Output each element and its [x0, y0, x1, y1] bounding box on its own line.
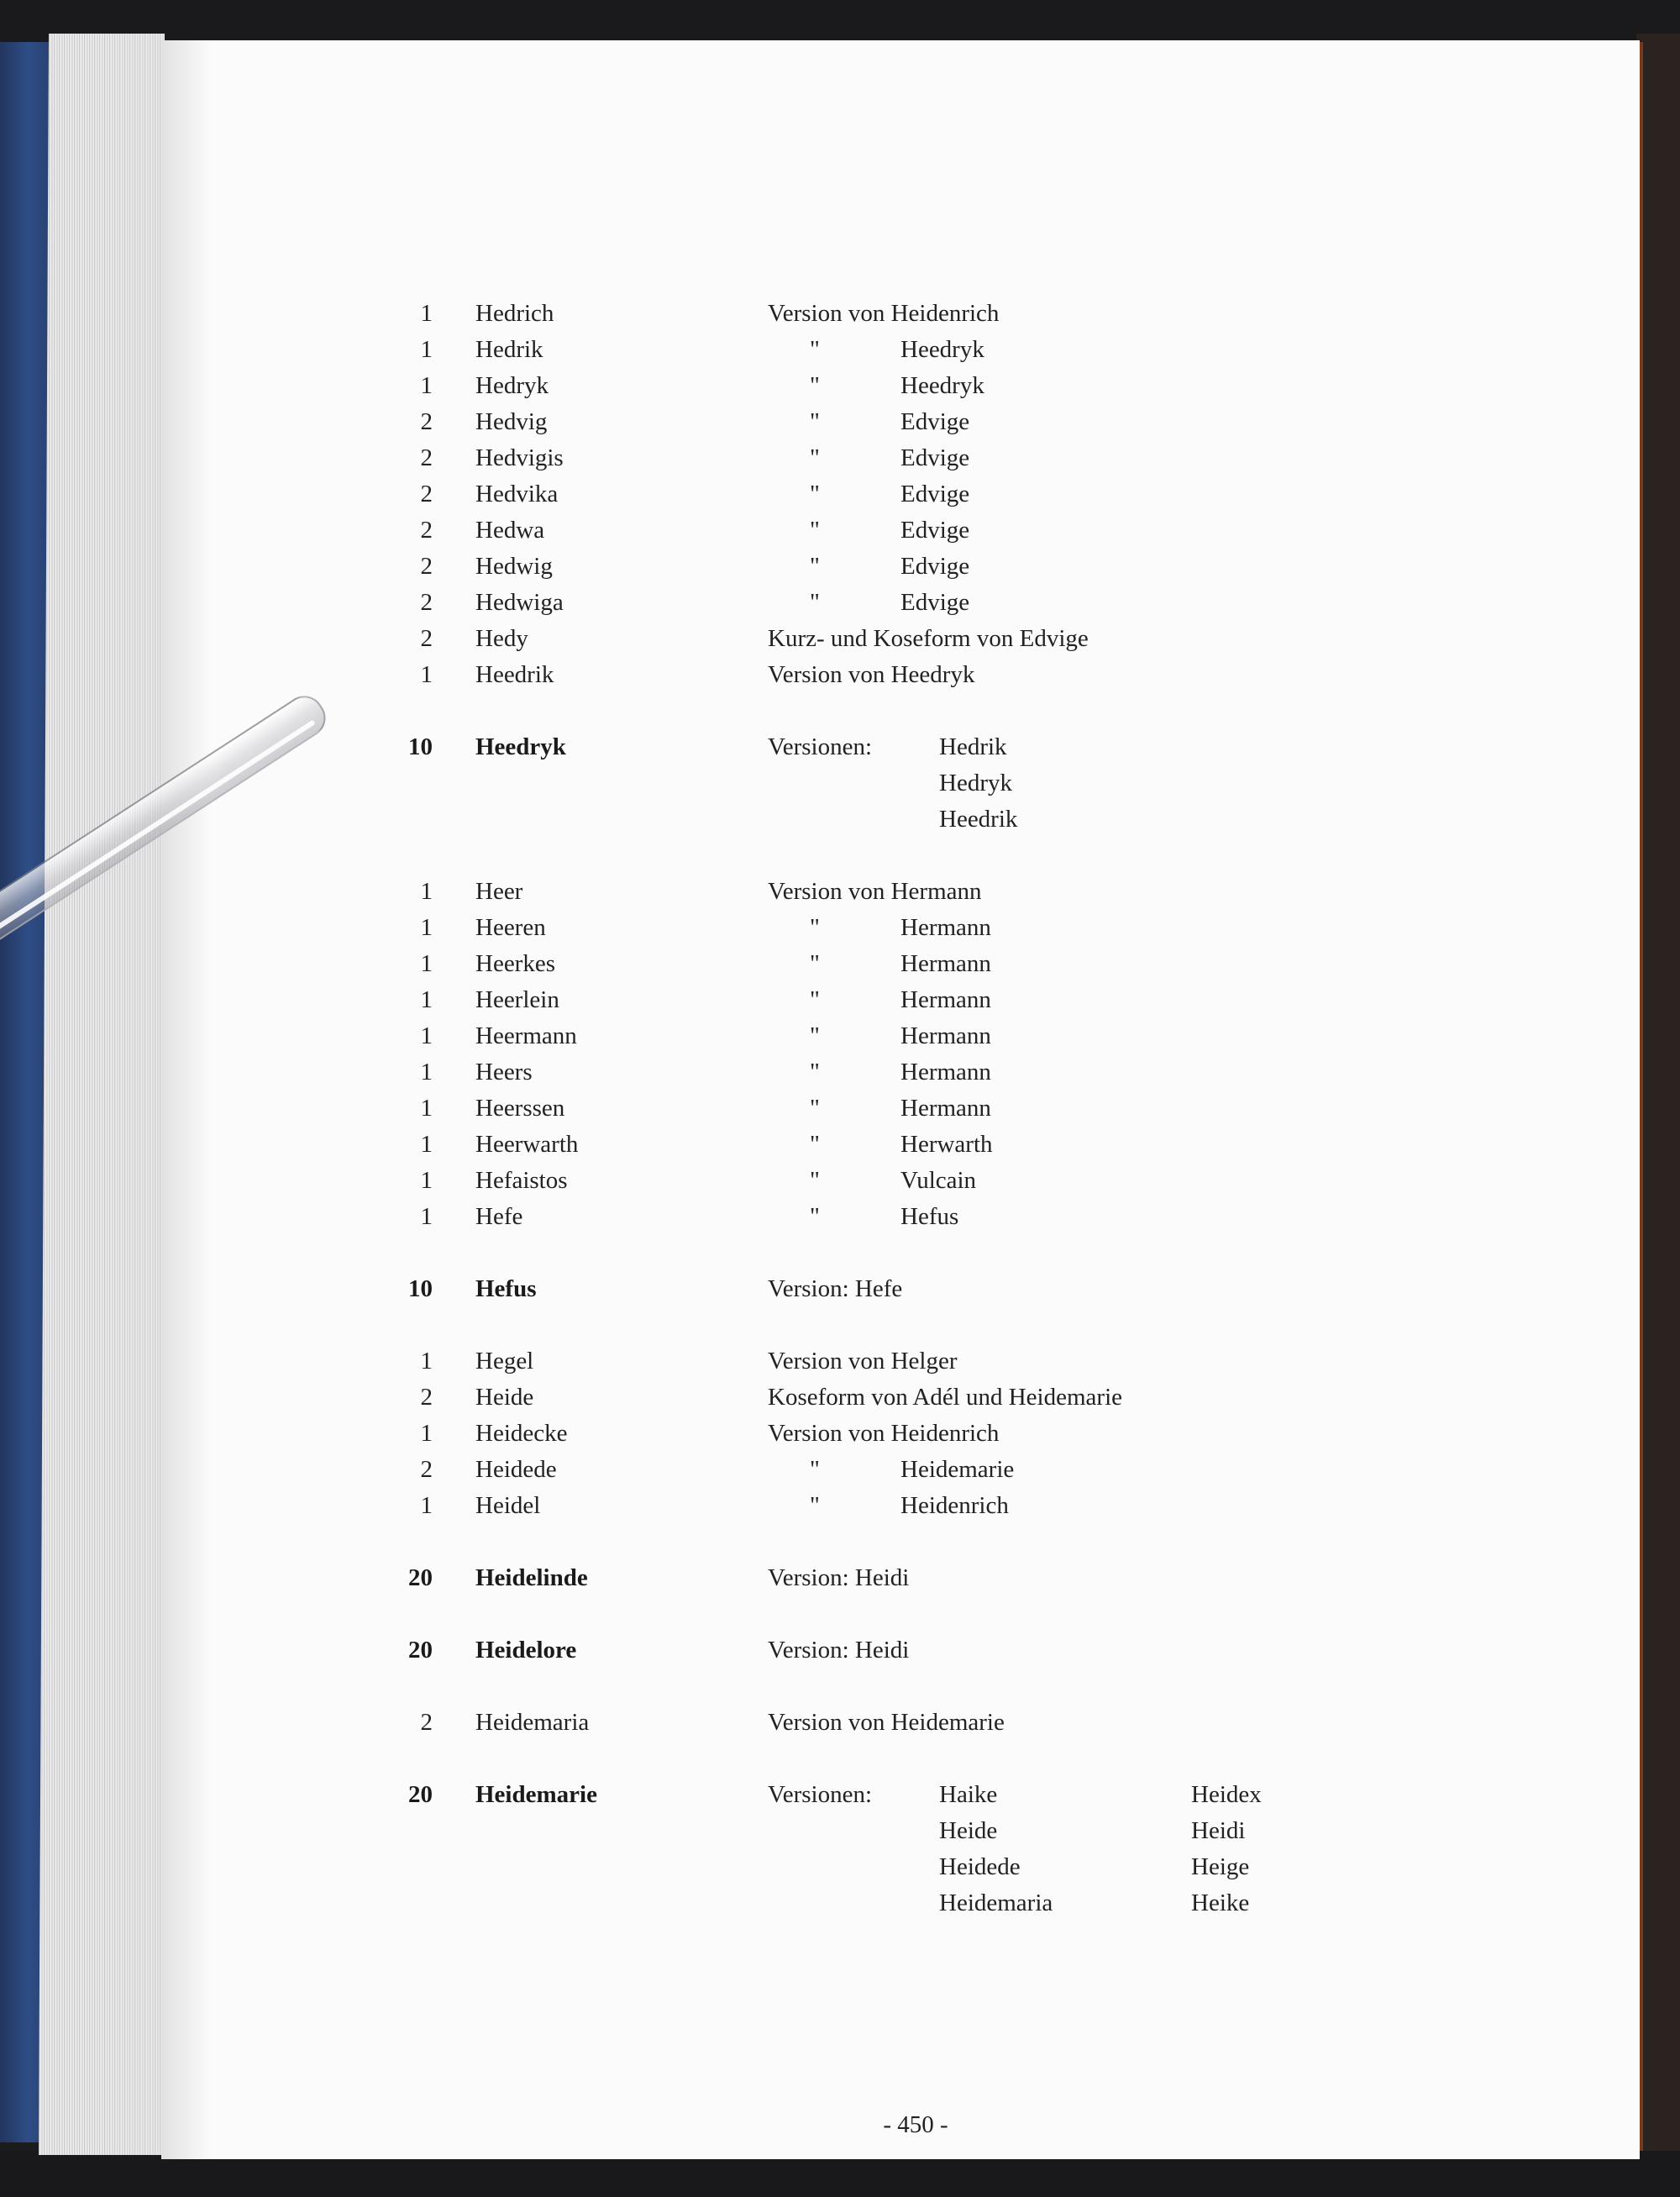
- entry-frequency: 1: [420, 661, 433, 688]
- entry-frequency: 1: [420, 950, 433, 977]
- index-entry: [0, 476, 1680, 512]
- entry-name: Heedrik: [475, 661, 554, 688]
- ditto-mark: ": [810, 481, 820, 507]
- entry-description: Versionen:: [768, 1781, 873, 1808]
- ditto-mark: ": [810, 408, 820, 435]
- version-name: Heidex: [1191, 1781, 1262, 1808]
- entry-name: Hedy: [475, 625, 528, 652]
- entry-frequency: 1: [420, 300, 433, 327]
- entry-frequency: 1: [420, 986, 433, 1013]
- entry-frequency: 1: [420, 372, 433, 399]
- entry-frequency: 10: [408, 733, 433, 760]
- entry-reference: Herwarth: [900, 1131, 993, 1158]
- index-entry: [0, 332, 1680, 368]
- entry-name: Heeren: [475, 914, 546, 941]
- entry-frequency: 1: [420, 1022, 433, 1049]
- entry-name: Heer: [475, 878, 523, 905]
- entry-frequency: 2: [420, 444, 433, 471]
- ditto-mark: ": [810, 1456, 820, 1483]
- entry-description: Version von Heidenrich: [768, 1420, 1000, 1447]
- entry-reference: Edvige: [900, 481, 970, 507]
- entry-frequency: 2: [420, 517, 433, 544]
- index-entry: [0, 874, 1680, 910]
- index-entry: [0, 910, 1680, 946]
- ditto-mark: ": [810, 553, 820, 580]
- entry-frequency: 1: [420, 878, 433, 905]
- index-entry: [0, 585, 1680, 621]
- index-entry: [0, 1416, 1680, 1452]
- entry-name: Hedrik: [475, 336, 543, 363]
- entry-frequency: 2: [420, 553, 433, 580]
- ditto-mark: ": [810, 1203, 820, 1230]
- entry-reference: Hermann: [900, 1059, 991, 1085]
- index-entry: [0, 1452, 1680, 1488]
- entry-reference: Edvige: [900, 589, 970, 616]
- index-entry: [0, 729, 1680, 833]
- entry-reference: Heidemarie: [900, 1456, 1015, 1483]
- index-entry: [0, 1488, 1680, 1524]
- entry-reference: Hermann: [900, 914, 991, 941]
- entry-frequency: 1: [420, 1059, 433, 1085]
- entry-description: Version: Hefe: [768, 1275, 903, 1302]
- entry-name: Heidede: [475, 1456, 557, 1483]
- entry-reference: Hermann: [900, 1095, 991, 1122]
- index-entry: [0, 1054, 1680, 1091]
- entry-name: Hedvigis: [475, 444, 564, 471]
- entry-name: Heidecke: [475, 1420, 568, 1447]
- entry-reference: Edvige: [900, 517, 970, 544]
- entry-name: Heedryk: [475, 733, 566, 760]
- index-entry: [0, 657, 1680, 693]
- index-entry: [0, 1705, 1680, 1741]
- entry-name: Heerlein: [475, 986, 559, 1013]
- ditto-mark: ": [810, 1059, 820, 1085]
- entry-frequency: 1: [420, 1348, 433, 1374]
- entry-description: Versionen:: [768, 733, 873, 760]
- entry-reference: Edvige: [900, 553, 970, 580]
- entry-name: Heidelinde: [475, 1564, 588, 1591]
- entry-frequency: 20: [408, 1637, 433, 1664]
- entry-frequency: 1: [420, 336, 433, 363]
- entry-frequency: 1: [420, 1420, 433, 1447]
- entry-reference: Hermann: [900, 950, 991, 977]
- version-name: Heike: [1191, 1890, 1250, 1916]
- ditto-mark: ": [810, 589, 820, 616]
- entry-name: Hegel: [475, 1348, 534, 1374]
- index-entry: [0, 1343, 1680, 1380]
- entry-name: Hedvig: [475, 408, 548, 435]
- entry-frequency: 10: [408, 1275, 433, 1302]
- version-name: Hedryk: [939, 770, 1012, 796]
- index-entry: [0, 1127, 1680, 1163]
- entry-frequency: 20: [408, 1564, 433, 1591]
- ditto-mark: ": [810, 372, 820, 399]
- entry-frequency: 2: [420, 1456, 433, 1483]
- entry-reference: Vulcain: [900, 1167, 977, 1194]
- version-name: Hedrik: [939, 733, 1007, 760]
- version-name: Heige: [1191, 1853, 1250, 1880]
- entry-name: Hedrich: [475, 300, 554, 327]
- entry-frequency: 2: [420, 1384, 433, 1411]
- page-number: - 450 -: [883, 2111, 948, 2138]
- entry-name: Heers: [475, 1059, 533, 1085]
- version-name: Heidi: [1191, 1817, 1246, 1844]
- entry-frequency: 1: [420, 1131, 433, 1158]
- entry-name: Heerssen: [475, 1095, 565, 1122]
- index-entry: [0, 1777, 1680, 1916]
- entry-reference: Heedryk: [900, 372, 984, 399]
- entry-name: Heerwarth: [475, 1131, 579, 1158]
- entry-frequency: 1: [420, 1492, 433, 1519]
- index-entry: [0, 368, 1680, 404]
- version-name: Haike: [939, 1781, 998, 1808]
- index-entry: [0, 440, 1680, 476]
- entry-description: Version: Heidi: [768, 1564, 910, 1591]
- ditto-mark: ": [810, 1095, 820, 1122]
- entry-name: Hedwig: [475, 553, 553, 580]
- entry-reference: Hermann: [900, 1022, 991, 1049]
- entry-frequency: 1: [420, 1167, 433, 1194]
- entry-name: Heidelore: [475, 1637, 577, 1664]
- index-entry: [0, 549, 1680, 585]
- entry-frequency: 1: [420, 1203, 433, 1230]
- entry-frequency: 2: [420, 481, 433, 507]
- entry-name: Heidel: [475, 1492, 541, 1519]
- entry-name: Hefe: [475, 1203, 523, 1230]
- entry-frequency: 2: [420, 625, 433, 652]
- ditto-mark: ": [810, 1492, 820, 1519]
- entry-name: Hedvika: [475, 481, 559, 507]
- ditto-mark: ": [810, 914, 820, 941]
- index-entry: [0, 1632, 1680, 1669]
- entry-name: Heidemarie: [475, 1781, 597, 1808]
- ditto-mark: ": [810, 1131, 820, 1158]
- index-entry: [0, 296, 1680, 332]
- entry-description: Version: Heidi: [768, 1637, 910, 1664]
- entry-name: Hedwa: [475, 517, 545, 544]
- ditto-mark: ": [810, 1167, 820, 1194]
- entry-name: Hefus: [475, 1275, 537, 1302]
- entry-name: Hefaistos: [475, 1167, 568, 1194]
- ditto-mark: ": [810, 336, 820, 363]
- index-entry: [0, 946, 1680, 982]
- entry-reference: Edvige: [900, 408, 970, 435]
- version-name: Heide: [939, 1817, 998, 1844]
- entry-reference: Heidenrich: [900, 1492, 1009, 1519]
- entry-reference: Heedryk: [900, 336, 984, 363]
- version-name: Heidede: [939, 1853, 1021, 1880]
- entry-description: Version von Helger: [768, 1348, 958, 1374]
- entry-reference: Hermann: [900, 986, 991, 1013]
- entry-reference: Edvige: [900, 444, 970, 471]
- entry-description: Koseform von Adél und Heidemarie: [768, 1384, 1123, 1411]
- entry-frequency: 1: [420, 914, 433, 941]
- index-entry: [0, 982, 1680, 1018]
- entry-description: Version von Hermann: [768, 878, 982, 905]
- index-entry: [0, 621, 1680, 657]
- entry-name: Hedryk: [475, 372, 549, 399]
- index-entry: [0, 1199, 1680, 1235]
- ditto-mark: ": [810, 950, 820, 977]
- index-entry: [0, 404, 1680, 440]
- entry-name: Heide: [475, 1384, 534, 1411]
- entry-frequency: 2: [420, 408, 433, 435]
- index-entry: [0, 1018, 1680, 1054]
- version-name: Heidemaria: [939, 1890, 1053, 1916]
- index-entry: [0, 1560, 1680, 1596]
- ditto-mark: ": [810, 1022, 820, 1049]
- version-name: Heedrik: [939, 806, 1018, 833]
- entry-description: Version von Heedryk: [768, 661, 975, 688]
- entry-frequency: 2: [420, 1709, 433, 1736]
- ditto-mark: ": [810, 517, 820, 544]
- ditto-mark: ": [810, 986, 820, 1013]
- entry-name: Heerkes: [475, 950, 556, 977]
- entry-reference: Hefus: [900, 1203, 959, 1230]
- entry-frequency: 1: [420, 1095, 433, 1122]
- entry-frequency: 2: [420, 589, 433, 616]
- entry-description: Version von Heidemarie: [768, 1709, 1005, 1736]
- entry-frequency: 20: [408, 1781, 433, 1808]
- index-entry: [0, 1091, 1680, 1127]
- entry-name: Heermann: [475, 1022, 577, 1049]
- index-entry: [0, 1163, 1680, 1199]
- entry-description: Kurz- und Koseform von Edvige: [768, 625, 1089, 652]
- entry-name: Heidemaria: [475, 1709, 590, 1736]
- index-entry: [0, 512, 1680, 549]
- entry-name: Hedwiga: [475, 589, 564, 616]
- ditto-mark: ": [810, 444, 820, 471]
- entry-description: Version von Heidenrich: [768, 300, 1000, 327]
- index-entry: [0, 1271, 1680, 1307]
- index-entry: [0, 1380, 1680, 1416]
